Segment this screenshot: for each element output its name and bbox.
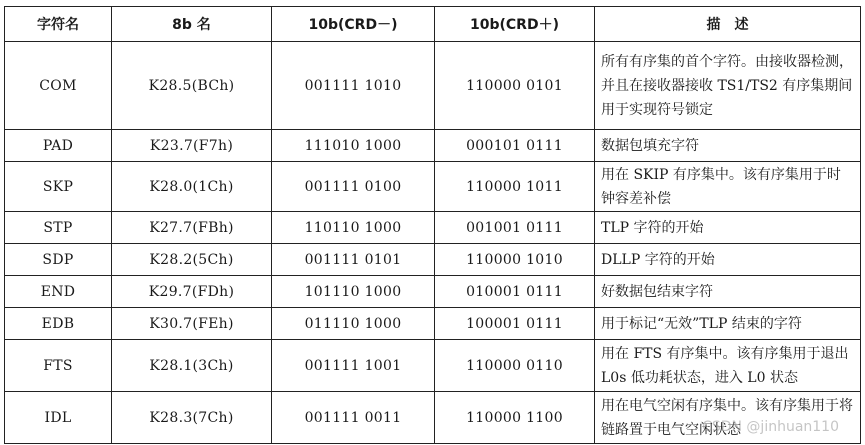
code-8b-cell: K28.1(3Ch) <box>112 340 272 392</box>
description-cell: 用于标记“无效”TLP 结束的字符 <box>595 308 861 340</box>
table-row <box>5 276 861 308</box>
code-8b-cell: K30.7(FEh) <box>112 308 272 340</box>
description-cell: TLP 字符的开始 <box>595 212 861 244</box>
symbol-name-cell: EDB <box>5 308 112 340</box>
crd-plus-cell: 001001 0111 <box>435 212 595 244</box>
code-8b-cell: K28.5(BCh) <box>112 42 272 130</box>
description-cell: 用在 FTS 有序集中。该有序集用于退出 L0s 低功耗状态，进入 L0 状态 <box>595 340 861 392</box>
crd-minus-cell: 110110 1000 <box>272 212 435 244</box>
crd-plus-cell: 110000 0101 <box>435 42 595 130</box>
code-8b-cell: K23.7(F7h) <box>112 130 272 162</box>
crd-plus-cell: 110000 1100 <box>435 392 595 444</box>
code-8b-cell: K28.3(7Ch) <box>112 392 272 444</box>
symbol-name-cell: FTS <box>5 340 112 392</box>
crd-minus-cell: 001111 0011 <box>272 392 435 444</box>
code-8b-cell: K28.2(5Ch) <box>112 244 272 276</box>
description-cell: 所有有序集的首个字符。由接收器检测，并且在接收器接收 TS1/TS2 有序集期间用于实现符号锁定 <box>595 42 861 130</box>
symbol-name-cell: COM <box>5 42 112 130</box>
code-8b-cell: K28.0(1Ch) <box>112 162 272 212</box>
table-row <box>5 244 861 276</box>
table-row <box>5 392 861 444</box>
table-row <box>5 130 861 162</box>
description-cell: 用在 SKIP 有序集中。该有序集用于时钟容差补偿 <box>595 162 861 212</box>
description-cell: 数据包填充字符 <box>595 130 861 162</box>
crd-minus-cell: 001111 1010 <box>272 42 435 130</box>
symbol-name-cell: PAD <box>5 130 112 162</box>
symbol-name-cell: IDL <box>5 392 112 444</box>
description-cell: DLLP 字符的开始 <box>595 244 861 276</box>
symbol-table <box>4 6 861 444</box>
crd-plus-cell: 000101 0111 <box>435 130 595 162</box>
crd-plus-cell: 110000 1010 <box>435 244 595 276</box>
crd-plus-cell: 100001 0111 <box>435 308 595 340</box>
crd-minus-cell: 011110 1000 <box>272 308 435 340</box>
header-description: 描 述 <box>595 7 861 42</box>
table-row <box>5 162 861 212</box>
code-8b-cell: K27.7(FBh) <box>112 212 272 244</box>
symbol-name-cell: STP <box>5 212 112 244</box>
description-cell: 好数据包结束字符 <box>595 276 861 308</box>
header-row <box>5 7 861 42</box>
symbol-name-cell: SKP <box>5 162 112 212</box>
symbol-name-cell: END <box>5 276 112 308</box>
table-row <box>5 212 861 244</box>
header-symbol-name: 字符名 <box>5 7 112 42</box>
table-row <box>5 42 861 130</box>
description-cell: 用在电气空闲有序集中。该有序集用于将链路置于电气空闲状态 <box>595 392 861 444</box>
crd-plus-cell: 110000 1011 <box>435 162 595 212</box>
crd-minus-cell: 101110 1000 <box>272 276 435 308</box>
crd-plus-cell: 010001 0111 <box>435 276 595 308</box>
table-container <box>4 6 860 440</box>
crd-minus-cell: 001111 1001 <box>272 340 435 392</box>
header-10b-crd-plus: 10b(CRD＋) <box>435 7 595 42</box>
table-row <box>5 340 861 392</box>
watermark-text: CSDN @jinhuan110 <box>702 419 839 435</box>
header-10b-crd-minus: 10b(CRD－) <box>272 7 435 42</box>
code-8b-cell: K29.7(FDh) <box>112 276 272 308</box>
header-8b-name: 8b 名 <box>112 7 272 42</box>
crd-minus-cell: 111010 1000 <box>272 130 435 162</box>
crd-minus-cell: 001111 0100 <box>272 162 435 212</box>
table-row <box>5 308 861 340</box>
symbol-name-cell: SDP <box>5 244 112 276</box>
crd-plus-cell: 110000 0110 <box>435 340 595 392</box>
crd-minus-cell: 001111 0101 <box>272 244 435 276</box>
